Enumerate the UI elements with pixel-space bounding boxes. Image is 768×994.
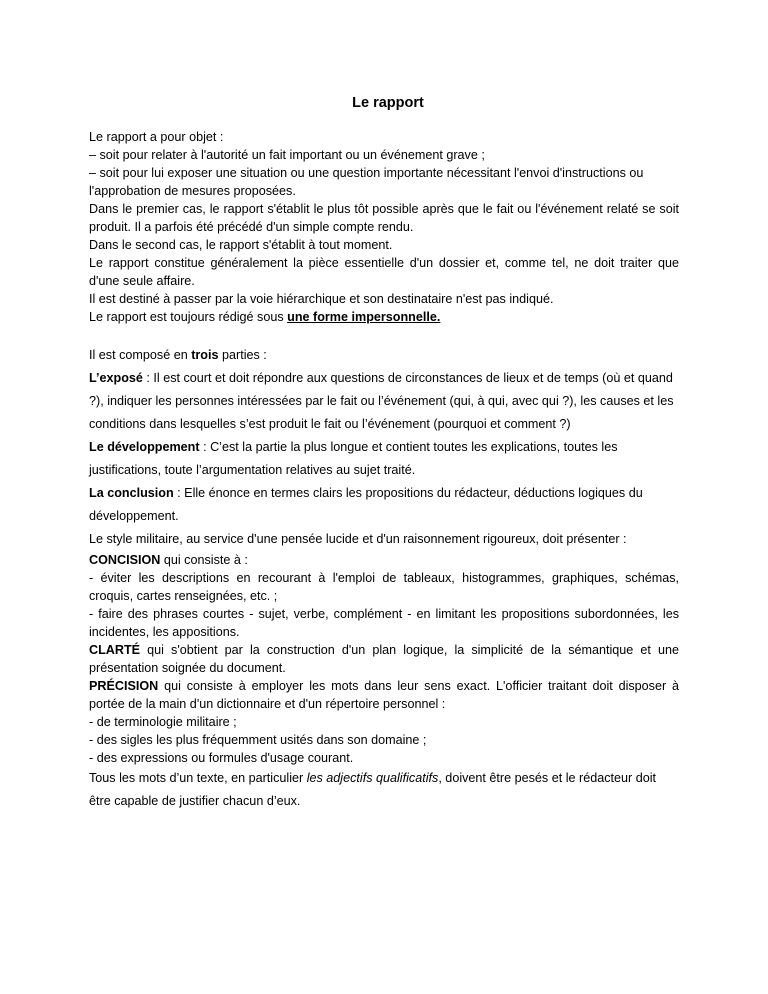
text-run: : Il est court et doit répondre aux questions de circonstances de lieux et de temps (où et quand ?), indiquer les personnes intéressées par le fait ou l’événement (qui, à qui, avec qui ?), les causes et les conditions dans lesquelles s’est produit le fait ou l’événement (pourquoi et comment ?) [89, 371, 674, 431]
part-conclusion [89, 482, 679, 528]
spacer [89, 326, 679, 344]
quality-precision [89, 677, 679, 713]
intro-line: Le rapport constitue généralement la pièce essentielle d'un dossier et, comme tel, ne doit traiter que d'une seule affaire. [89, 256, 679, 288]
intro-line [89, 308, 679, 326]
text-run: Il est composé en [89, 348, 192, 362]
intro-line: – soit pour lui exposer une situation ou une question importante nécessitant l'envoi d'instructions ou l'approbation de mesures proposées. [89, 166, 644, 198]
quality-label: PRÉCISION [89, 679, 159, 693]
intro-line: Dans le premier cas, le rapport s'établit le plus tôt possible après que le fait ou l'événement relaté se soit produit. Il a parfois été précédé d'un simple compte rendu. [89, 202, 679, 234]
text-run: Le rapport est toujours rédigé sous [89, 310, 288, 324]
style-line: Le style militaire, au service d'une pensée lucide et d'un raisonnement rigoureux, doit présenter : [89, 532, 627, 546]
text-run: qui consiste à employer les mots dans leur sens exact. L'officier traitant doit disposer à portée de la main d'un dictionnaire et d'un répertoire personnel : [89, 679, 679, 711]
intro-line: Le rapport a pour objet : [89, 130, 224, 144]
intro-line: Il est destiné à passer par la voie hiérarchique et son destinataire n'est pas indiqué. [89, 292, 554, 306]
list-item: - des sigles les plus fréquemment usités dans son domaine ; [89, 733, 427, 747]
final-paragraph [89, 767, 679, 813]
part-label: La conclusion [89, 486, 174, 500]
emphasis: les adjectifs qualificatifs [306, 771, 439, 785]
part-expose [89, 367, 679, 436]
text-run: qui consiste à : [160, 553, 248, 567]
text-run: : Elle énonce en termes clairs les propositions du rédacteur, déductions logiques du développement. [89, 486, 643, 523]
document-page [89, 94, 679, 813]
quality-clarte [89, 641, 679, 677]
quality-label: CONCISION [89, 553, 161, 567]
quality-label: CLARTÉ [89, 643, 141, 657]
emphasis: trois [191, 348, 219, 362]
parts-intro [89, 344, 679, 367]
text-run: qui s'obtient par la construction d'un plan logique, la simplicité de la sémantique et une présentation soignée du document. [89, 643, 679, 675]
text-run: Tous les mots d’un texte, en particulier [89, 771, 307, 785]
list-item: - de terminologie militaire ; [89, 715, 237, 729]
page-title: Le rapport [352, 95, 424, 111]
part-label: Le développement [89, 440, 200, 454]
text-run: parties : [218, 348, 267, 362]
text-run: , doivent être pesés et le rédacteur doit être capable de justifier chacun d’eux. [89, 771, 657, 808]
intro-line: Dans le second cas, le rapport s'établit à tout moment. [89, 238, 393, 252]
list-item: - faire des phrases courtes - sujet, verbe, complément - en limitant les propositions subordonnées, les incidentes, les appositions. [89, 607, 679, 639]
quality-concision [89, 551, 679, 569]
part-developpement [89, 436, 679, 482]
part-label: L’exposé [89, 371, 143, 385]
list-item: - éviter les descriptions en recourant à l'emploi de tableaux, histogrammes, graphiques, schémas, croquis, cartes renseignées, etc. ; [89, 571, 679, 603]
intro-line: – soit pour relater à l'autorité un fait important ou un événement grave ; [89, 148, 485, 162]
list-item: - des expressions ou formules d'usage courant. [89, 751, 354, 765]
text-run: : C’est la partie la plus longue et contient toutes les explications, toutes les justifications, toute l’argumentation relatives au sujet traité. [89, 440, 618, 477]
emphasis: une forme impersonnelle. [287, 310, 441, 324]
